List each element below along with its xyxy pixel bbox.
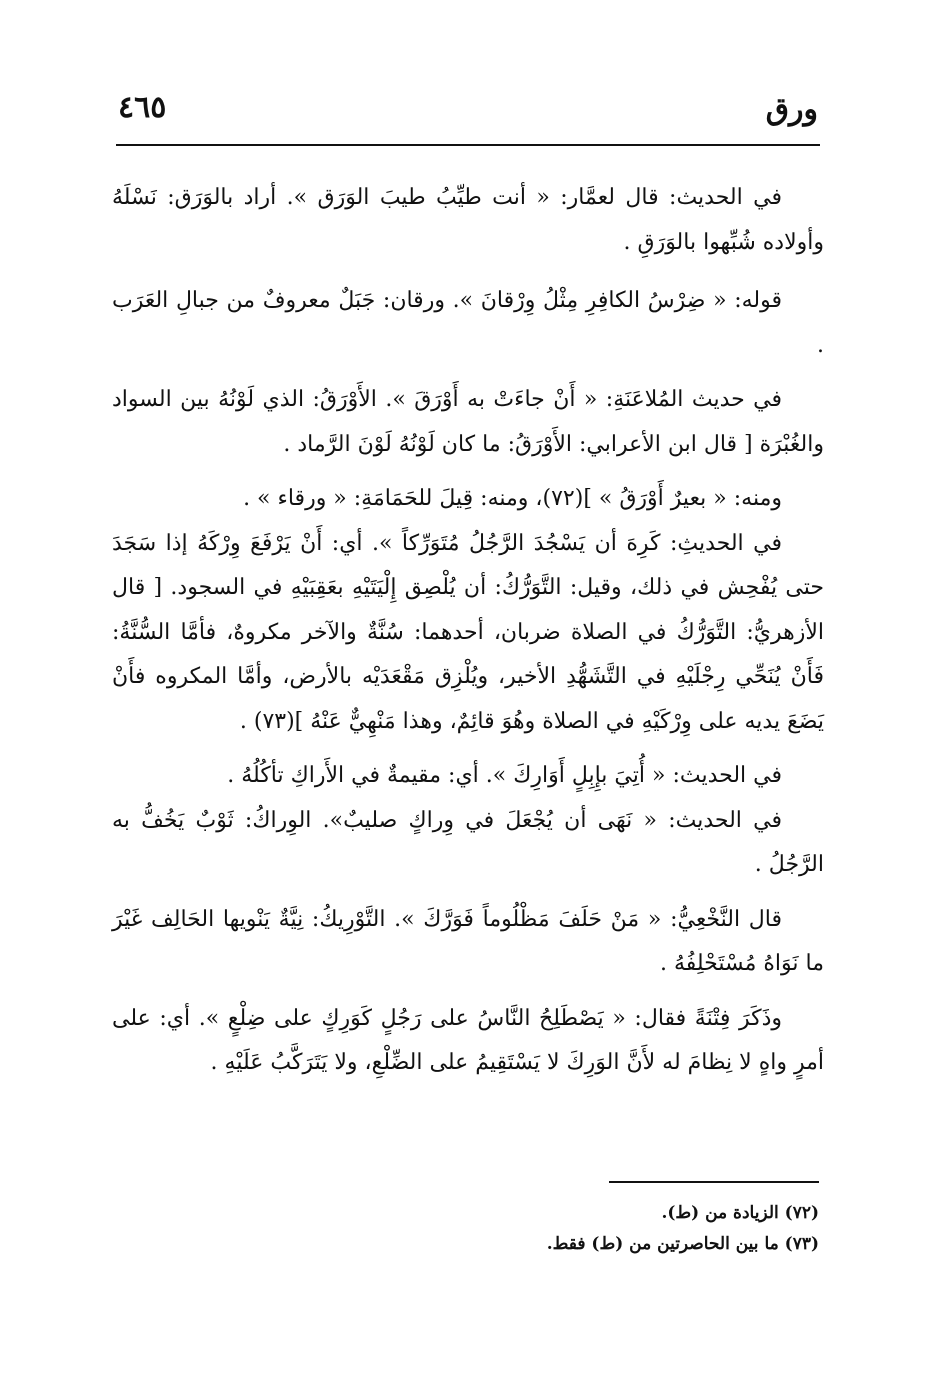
footnote: (٧٣) ما بين الحاصرتين من (ط) فقط.: [546, 1234, 819, 1254]
page-number: ٤٦٥: [118, 90, 167, 125]
footnotes: [119, 1198, 819, 1260]
paragraph: في حديث المُلاعَنَةِ: « أَنْ جاءَتْ به أَوْرَقَ ». الأَوْرَقُ: الذي لَوْنُهُ بين السواد والغُبْرَة [ قال ابن الأعرابي: الأَوْرَقُ: ما كان لَوْنُهُ لَوْنَ الرَّماد .: [112, 387, 824, 457]
paragraph: وذَكَرَ فِتْنَةً فقال: « يَصْطَلِحُ النَّاسُ على رَجُلٍ كَوَرِكٍ على ضِلْعٍ ». أي: على أمرٍ واهٍ لا نِظامَ له لأَنَّ الوَرِكَ لا يَسْتَقِيمُ على الضِّلْعِ، ولا يَتَرَكَّبُ عَلَيْهِ .: [112, 1005, 824, 1075]
paragraph: في الحديث: « نَهَى أن يُجْعَلَ في وِراكٍ صليبٌ». الوِراكُ: ثَوْبٌ يَخُفُّ به الرَّجُلُ .: [112, 807, 824, 877]
paragraph: في الحديث: قال لعمَّار: « أنت طيِّبُ طيبَ الوَرَق ». أراد بالوَرَق: نَسْلَهُ وأولاده شُبِّهوا بالوَرَقِ .: [112, 185, 824, 255]
paragraph: قال النَّخْعِيُّ: « مَنْ حَلَفَ مَظْلُوماً فَوَرَّكَ ». التَّوْرِيكُ: نِيَّةٌ يَنْويها الحَالِف غَيْرَ ما نَوَاهُ مُسْتَحْلِفُهُ .: [112, 906, 824, 976]
paragraph: ومنه: « بعيرٌ أَوْرَقُ » ](٧٢)، ومنه: قِيلَ للحَمَامَةِ: « ورقاء » .: [243, 486, 782, 511]
paragraph: قوله: « ضِرْسُ الكافِرِ مِثْلُ وِرْقانَ ». ورقان: جَبَلٌ معروفٌ من جبالِ العَرَب .: [112, 288, 824, 358]
paragraph: في الحديث: « أُتِيَ بإِبِلٍ أَوَارِكَ ». أي: مقيمةٌ في الأَراكِ تأكُلُهُ .: [227, 763, 782, 788]
main-text: [112, 176, 824, 1086]
page-header: [116, 88, 820, 146]
running-title: ورق: [765, 92, 818, 127]
paragraph: في الحديثِ: كَرِهَ أن يَسْجُدَ الرَّجُلُ مُتَوَرِّكاً ». أي: أَنْ يَرْفَعَ وِرْكَهُ إذا سَجَدَ حتى يُفْحِش في ذلك، وقيل: التَّوَرُّكُ: أن يُلْصِق إِلْيَتَيْهِ بعَقِبَيْهِ في السجود. [ قال الأزهريُّ: التَّوَرُّكُ في الصلاة ضربان، أحدهما: سُنَّةٌ والآخر مكروهٌ، فأمَّا السُّنَّةُ: فَأَنْ يُنَحِّي رِجْلَيْهِ في التَّشَهُّدِ الأخير، ويُلْزِق مَقْعَدَيْه بالأرض، وأمَّا المكروه فأَنْ يَضَعَ يديه على وِرْكَيْهِ في الصلاة وهُوَ قائِمٌ، وهذا مَنْهِيٌّ عَنْهُ ](٧٣) .: [112, 530, 824, 734]
footnote: (٧٢) الزيادة من (ط).: [661, 1203, 819, 1223]
footnote-divider: [609, 1181, 819, 1183]
